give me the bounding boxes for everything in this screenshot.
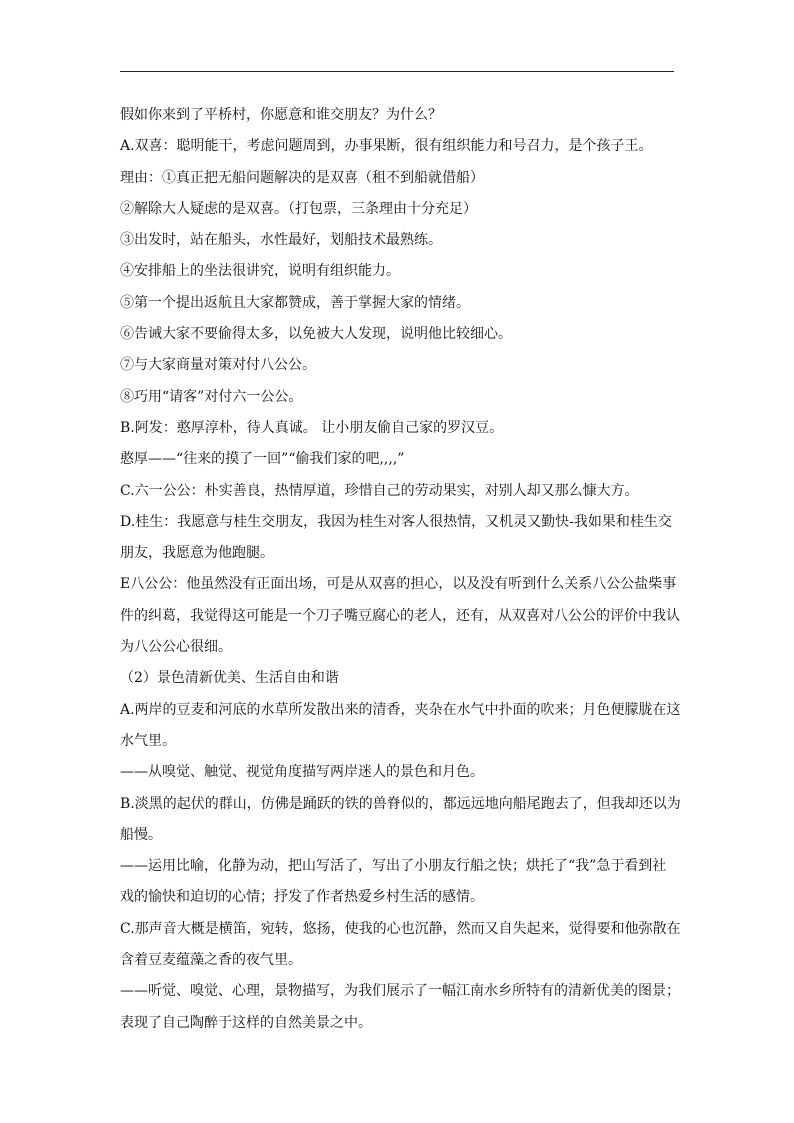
text-line: ②解除大人疑虑的是双喜。（打包票，三条理由十分充足） (120, 200, 477, 217)
text-line: ⑤第一个提出返航且大家都赞成，善于掌握大家的情绪。 (120, 294, 470, 311)
text-line: ④安排船上的坐法很讲究，说明有组织能力。 (120, 263, 400, 280)
text-line: 理由：①真正把无船问题解决的是双喜（租不到船就借船） (120, 169, 484, 186)
document-body (120, 100, 681, 1039)
text-line: 件的纠葛，我觉得这可能是一个刀子嘴豆腐心的老人，还有，从双喜对八公公的评价中我认 (120, 607, 680, 624)
text-line: 戏的愉快和迫切的心情；抒发了作者热爱乡村生活的感情。 (120, 889, 484, 906)
text-line: 含着豆麦蕴藻之香的夜气里。 (120, 952, 302, 969)
text-line: 船慢。 (120, 826, 162, 843)
text-line: ——从嗅觉、触觉、视觉角度描写两岸迷人的景色和月色。 (120, 764, 484, 781)
text-line: ——听觉、嗅觉、心理，景物描写，为我们展示了一幅江南水乡所特有的清新优美的图景； (120, 983, 680, 1000)
text-line: ⑧巧用“请客”对付六一公公。 (120, 388, 303, 405)
text-line: 假如你来到了平桥村，你愿意和谁交朋友？为什么？ (120, 107, 442, 123)
text-line: D.桂生：我愿意与桂生交朋友，我因为桂生对客人很热情，又机灵又勤快-我如果和桂生交 (120, 513, 672, 530)
text-line: 朋友，我愿意为他跑腿。 (120, 545, 274, 562)
text-line: B.阿发：憨厚淳朴，待人真诚。 让小朋友偷自己家的罗汉豆。 (120, 419, 504, 436)
text-line: B.淡黑的起伏的群山，仿佛是踊跃的铁的兽脊似的，都远远地向船尾跑去了，但我却还以为 (120, 795, 681, 812)
header-rule (120, 71, 674, 72)
text-line: ⑥告诫大家不要偷得太多，以免被大人发现，说明他比较细心。 (120, 326, 512, 343)
text-line: 憨厚——“往来的摸了一回”“偷我们家的吧,,,,” (120, 451, 405, 468)
text-line: 表现了自己陶醉于这样的自然美景之中。 (120, 1014, 372, 1031)
text-line: ——运用比喻，化静为动，把山写活了，写出了小朋友行船之快；烘托了“我”急于看到社 (120, 858, 667, 875)
text-line: E八公公：他虽然没有正面出场，可是从双喜的担心，以及没有听到什么关系八公公盐柴事 (120, 576, 677, 593)
section-heading: （2）景色清新优美、生活自由和谐 (120, 670, 339, 687)
text-line: 为八公公心很细。 (120, 639, 232, 656)
text-line: 水气里。 (120, 732, 176, 749)
text-line: A.两岸的豆麦和河底的水草所发散出来的清香，夹杂在水气中扑面的吹来；月色便朦胧在这 (120, 701, 681, 718)
text-line: ⑦与大家商量对策对付八公公。 (120, 357, 316, 374)
text-line: ③出发时，站在船头，水性最好，划船技术最熟练。 (120, 232, 442, 249)
text-line: C.六一公公：朴实善良，热情厚道，珍惜自己的劳动果实，对别人却又那么慷大方。 (120, 482, 639, 499)
text-line: C.那声音大概是横笛，宛转，悠扬，使我的心也沉静，然而又自失起来，觉得要和他弥散在 (120, 920, 681, 937)
text-line: A.双喜：聪明能干，考虑问题周到，办事果断，很有组织能力和号召力，是个孩子王。 (120, 138, 653, 155)
